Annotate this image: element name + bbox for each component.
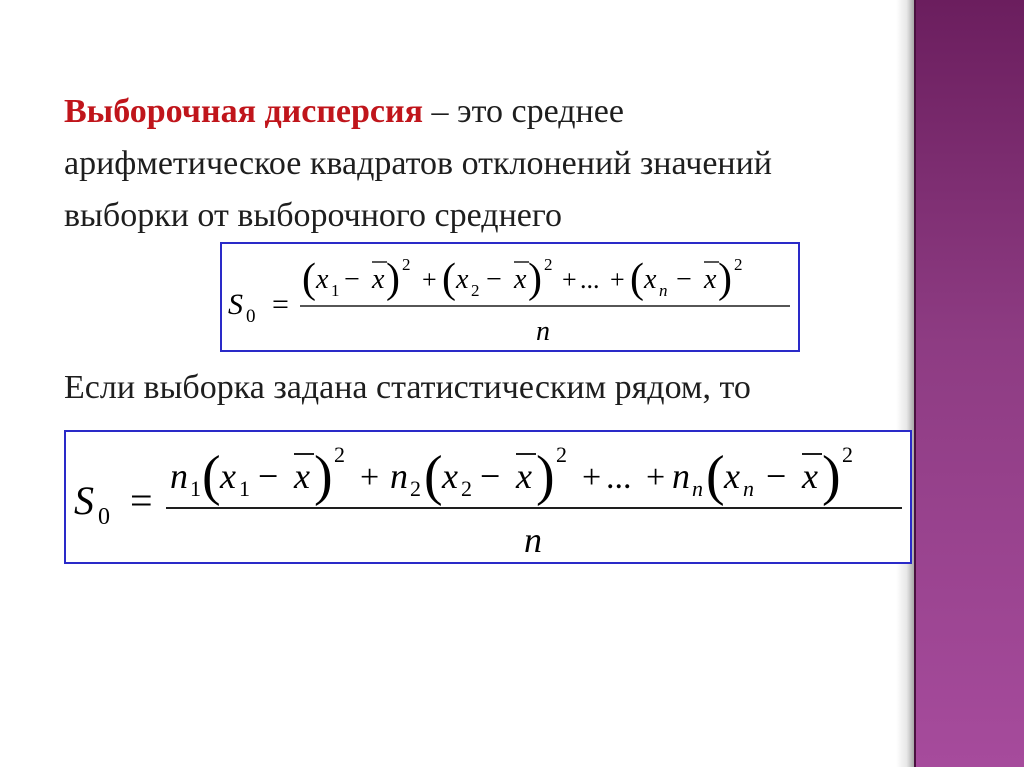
equals-sign: = xyxy=(130,478,153,523)
definition-line-1 xyxy=(64,86,904,138)
power: 2 xyxy=(842,442,853,467)
paren-close: ) xyxy=(718,256,732,302)
plus-sign: + xyxy=(422,265,437,294)
plus-sign: + xyxy=(360,459,380,496)
minus-sign: − xyxy=(344,264,360,295)
var-subscript: 2 xyxy=(471,281,480,300)
mean-x: x xyxy=(802,456,818,496)
mean-x: x xyxy=(294,456,310,496)
minus-sign: − xyxy=(766,456,787,496)
power: 2 xyxy=(402,255,411,274)
equals-sign: = xyxy=(272,288,289,321)
power: 2 xyxy=(556,442,567,467)
mean-x: x xyxy=(704,264,717,295)
paren-close: ) xyxy=(386,256,400,302)
formula-sample-variance xyxy=(222,244,798,350)
plus-sign: + xyxy=(562,265,577,294)
power: 2 xyxy=(734,255,743,274)
var-x: x xyxy=(644,264,657,295)
side-band-edge xyxy=(914,0,916,767)
side-decoration-band xyxy=(914,0,1024,767)
definition-line-3: выборки от выборочного среднего xyxy=(64,197,562,234)
power: 2 xyxy=(334,442,345,467)
var-x: x xyxy=(316,264,329,295)
power: 2 xyxy=(544,255,553,274)
defined-term: Выборочная дисперсия xyxy=(64,93,424,130)
paren-open: ( xyxy=(706,445,725,507)
ellipsis: ... xyxy=(606,459,632,496)
var-subscript: 2 xyxy=(461,476,472,501)
definition-line-2: арифметическое квадратов отклонений значений xyxy=(64,145,772,182)
paren-open: ( xyxy=(442,256,456,302)
var-x: x xyxy=(456,264,469,295)
coefficient-subscript: 2 xyxy=(410,476,421,501)
coefficient-n: n xyxy=(170,456,188,496)
paren-close: ) xyxy=(314,445,333,507)
lhs-symbol: S xyxy=(228,288,243,321)
plus-sign: + xyxy=(610,265,625,294)
var-x: x xyxy=(724,456,740,496)
paren-open: ( xyxy=(630,256,644,302)
formula-box-sample-variance xyxy=(220,242,800,352)
paren-close: ) xyxy=(822,445,841,507)
plus-sign: + xyxy=(646,459,666,496)
coefficient-subscript: n xyxy=(692,476,703,501)
coefficient-n: n xyxy=(672,456,690,496)
coefficient-subscript: 1 xyxy=(190,476,201,501)
minus-sign: − xyxy=(676,264,692,295)
var-x: x xyxy=(442,456,458,496)
var-subscript: 1 xyxy=(239,476,250,501)
var-x: x xyxy=(220,456,236,496)
mean-x: x xyxy=(514,264,527,295)
plus-sign: + xyxy=(582,459,602,496)
mean-x: x xyxy=(372,264,385,295)
var-subscript: n xyxy=(743,476,754,501)
lhs-subscript: 0 xyxy=(98,504,110,530)
var-subscript: n xyxy=(659,281,668,300)
paren-open: ( xyxy=(424,445,443,507)
ellipsis: ... xyxy=(580,265,600,294)
lhs-symbol: S xyxy=(74,478,94,523)
paren-open: ( xyxy=(302,256,316,302)
definition-paragraph xyxy=(64,86,904,242)
denominator: n xyxy=(536,316,550,347)
definition-rest: – это среднее xyxy=(423,93,624,130)
condition-text: Если выборка задана статистическим рядом, то xyxy=(64,369,751,406)
formula-box-weighted-variance xyxy=(64,430,912,564)
minus-sign: − xyxy=(480,456,501,496)
paren-close: ) xyxy=(536,445,555,507)
coefficient-n: n xyxy=(390,456,408,496)
paren-open: ( xyxy=(202,445,221,507)
paren-close: ) xyxy=(528,256,542,302)
denominator: n xyxy=(524,520,542,560)
lhs-subscript: 0 xyxy=(246,306,256,327)
minus-sign: − xyxy=(486,264,502,295)
minus-sign: − xyxy=(258,456,279,496)
var-subscript: 1 xyxy=(331,281,340,300)
formula-weighted-variance xyxy=(66,432,910,562)
mean-x: x xyxy=(516,456,532,496)
